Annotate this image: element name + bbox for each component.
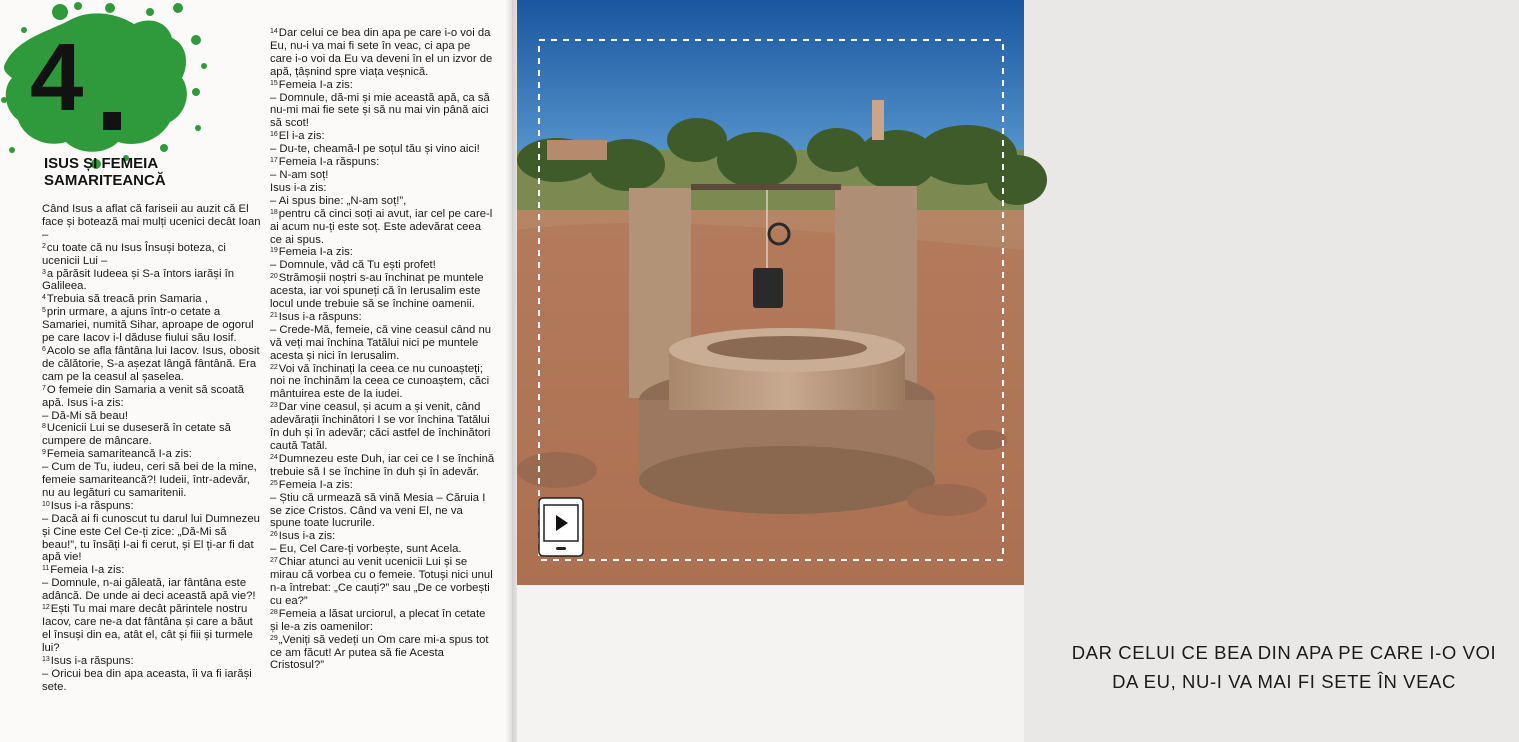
verse: [270, 79, 495, 92]
verse-number: 2: [42, 242, 46, 250]
verse-number: 22: [270, 363, 278, 371]
verse-text: Isus i-a răspuns:: [50, 654, 134, 667]
verse-number: 26: [270, 531, 278, 539]
verse-text: Voi vă închinați la ceea ce nu cunoașteți; noi ne închinăm la ceea ce cunoaștem, căci mântuirea este de la iudei.: [270, 362, 490, 401]
chapter-number: 4: [30, 24, 84, 131]
verse-text: Isus i-a răspuns:: [50, 499, 134, 512]
verse: [270, 492, 495, 531]
verse-number: 19: [270, 247, 278, 255]
verse-text: O femeie din Samaria a venit să scoată apă. Isus i-a zis:: [42, 383, 245, 409]
verse: [270, 453, 495, 479]
verse-number: 17: [270, 157, 278, 165]
right-page: [517, 0, 1497, 742]
verse: [270, 92, 495, 131]
verse-number: 6: [42, 345, 46, 353]
verse: [270, 169, 495, 182]
verse-text: – Cum de Tu, iudeu, ceri să bei de la mine, femeie samariteancă?! Iudeii, într-adevăr, nu au legături cu samaritenii.: [42, 461, 257, 499]
verse: [270, 530, 495, 543]
play-icon[interactable]: [538, 497, 584, 557]
verse-text: Trebuia să treacă prin Samaria ,: [46, 293, 208, 306]
verse-number: 24: [270, 453, 278, 461]
verse: [270, 401, 495, 453]
pull-quote-line1: DAR CELUI CE BEA DIN APA PE CARE I-O VOI: [1071, 642, 1497, 663]
verse: [42, 410, 262, 423]
verse-text: Isus i-a zis:: [278, 530, 336, 543]
verse-text: – Domnule, văd că Tu ești profet!: [270, 259, 436, 272]
verse-number: 8: [42, 423, 46, 431]
chapter-title: [44, 155, 234, 189]
verse-text: cu toate că nu Isus Însuși boteza, ci ucenicii Lui –: [42, 241, 226, 267]
verse-text: – Dă-Mi să beau!: [42, 409, 129, 422]
verse: [270, 143, 495, 156]
verse-text: Femeia I-a zis:: [278, 246, 353, 259]
verse: [42, 422, 262, 448]
verse-text: Acolo se afla fântâna lui Iacov. Isus, obosit de călătorie, S-a așezat lângă fântână. Era cam pe la ceasul al șaselea.: [42, 344, 260, 383]
verse: [270, 27, 495, 79]
verse: [270, 324, 495, 363]
verse-text: Femeia I-a zis:: [278, 478, 353, 491]
verse-text: pentru că cinci soți ai avut, iar cel pe care-l ai acum nu-ți este soț. Este adevărat ceea ce ai spus.: [270, 207, 493, 246]
text-column-1: [42, 203, 262, 693]
verse-number: 3: [42, 268, 46, 276]
verse-text: Strămoșii noștri s-au închinat pe muntele acesta, iar voi spuneți că în Ierusalim este locul unde trebuie să se închine oamenii.: [270, 272, 484, 311]
verse: [270, 543, 495, 556]
verse-text: – Du-te, cheamă-l pe soțul tău și vino aici!: [270, 143, 480, 156]
verse-text: – Dacă ai fi cunoscut tu darul lui Dumnezeu și Cine este Cel Ce-ți zice: „Dă-Mi să beau!”, tu însăți I-ai fi cerut, și El ți-ar fi dat apă vie!: [42, 512, 260, 564]
verse-text: – Eu, Cel Care-ți vorbește, sunt Acela.: [270, 543, 462, 556]
verse-text: – Domnule, n-ai găleată, iar fântâna este adâncă. De unde ai deci această apă vie?!: [42, 577, 256, 603]
verse-number: 18: [270, 208, 278, 216]
verse-text: Isus i-a zis:: [270, 181, 327, 194]
verse: [270, 556, 495, 608]
verse-text: Ești Tu mai mare decât părintele nostru Iacov, care ne-a dat fântâna și care a băut el însuși din ea, atât el, cât și fiii și turmele lui?: [42, 603, 253, 654]
verse-text: Isus i-a răspuns:: [278, 310, 362, 323]
verse: [270, 311, 495, 324]
chapter-title-line2: SAMARITEANCĂ: [44, 172, 166, 189]
chapter-title-line1: ISUS ȘI FEMEIA: [44, 155, 159, 172]
verse: [42, 655, 262, 668]
verse: [42, 513, 262, 565]
verse-text: „Veniți să vedeți un Om care mi-a spus tot ce am făcut! Ar putea să fie Acesta Cristosul?”: [270, 633, 489, 672]
verse: [270, 259, 495, 272]
verse-number: 4: [42, 294, 46, 302]
verse: [270, 182, 495, 195]
verse: [42, 306, 262, 345]
verse: [42, 268, 262, 294]
verse: [42, 500, 262, 513]
verse-text: El i-a zis:: [278, 130, 325, 143]
verse-text: Dar celui ce bea din apa pe care i-o voi da Eu, nu-i va mai fi sete în veac, ci apa pe care i-o voi da Eu va deveni în el un izvor de apă, țâșnind spre viața veșnică.: [270, 27, 493, 78]
verse-number: 14: [270, 28, 278, 35]
verse-number: 13: [42, 655, 50, 663]
verse: [270, 634, 495, 673]
verse: [270, 479, 495, 492]
verse: [42, 448, 262, 461]
verse-number: 5: [42, 307, 46, 315]
verse: [270, 130, 495, 143]
verse-text: Dar vine ceasul, și acum a și venit, când adevărații închinători I se vor închina Tatălui în duh și în adevăr; căci astfel de închinători caută Tatăl.: [270, 401, 491, 452]
verse-text: – Domnule, dă-mi și mie această apă, ca să nu-mi mai fie sete și să nu mai vin până aici să scot!: [270, 91, 490, 130]
verse-text: a părăsit Iudeea și S-a întors iarăși în Galileea.: [42, 267, 235, 293]
verse-number: 9: [42, 449, 46, 457]
verse-number: 16: [270, 131, 278, 139]
verse-text: – Crede-Mă, femeie, că vine ceasul când nu vă veți mai închina Tatălui nici pe muntele acesta și nici în Ierusalim.: [270, 323, 492, 362]
verse-text: Dumnezeu este Duh, iar cei ce I se închină trebuie să I se închine în duh și în adevăr.: [270, 452, 495, 478]
verse-number: 28: [270, 608, 278, 616]
verse: [42, 577, 262, 603]
verse-text: Femeia I-a răspuns:: [278, 156, 380, 169]
verse-text: – Oricui bea din apa aceasta, îi va fi iarăși sete.: [42, 667, 252, 693]
verse: [42, 345, 262, 384]
verse: [270, 246, 495, 259]
verse-text: Femeia a lăsat urciorul, a plecat în cetate și le-a zis oamenilor:: [270, 607, 486, 633]
verse: [42, 564, 262, 577]
verse-text: Femeia I-a zis:: [278, 78, 353, 91]
verse: [42, 293, 262, 306]
verse: [270, 208, 495, 247]
verse: [42, 242, 262, 268]
verse: [42, 461, 262, 500]
pull-quote: [1049, 638, 1519, 696]
pull-quote-line2: DA EU, NU-I VA MAI FI SETE ÎN VEAC: [1112, 671, 1456, 692]
verse-number: 15: [270, 79, 278, 87]
left-page: [0, 0, 512, 742]
verse: [42, 384, 262, 410]
well-photo: [517, 0, 1024, 585]
verse: [270, 195, 495, 208]
verse-text: Când Isus a aflat că fariseii au auzit că El face și botează mai mulți ucenici decât Ioan –: [42, 203, 261, 241]
verse-number: 7: [42, 384, 46, 392]
verse-text: Femeia I-a zis:: [50, 564, 125, 577]
verse-number: 20: [270, 273, 278, 281]
verse-text: Femeia samariteancă I-a zis:: [46, 448, 192, 461]
verse-number: 12: [42, 604, 50, 612]
verse: [270, 272, 495, 311]
verse-number: 10: [42, 500, 50, 508]
verse-text: – N-am soț!: [270, 168, 329, 181]
verse: [42, 668, 262, 694]
verse: [270, 363, 495, 402]
verse-number: 27: [270, 557, 278, 565]
verse-text: Chiar atunci au venit ucenicii Lui și se mirau că vorbea cu o femeie. Totuși nici unul n-a întrebat: „Ce cauți?” sau „De ce vorbești cu ea?”: [270, 556, 493, 607]
verse: [42, 203, 262, 242]
verse-number: 25: [270, 479, 278, 487]
verse-number: 23: [270, 402, 278, 410]
verse-number: 29: [270, 634, 278, 642]
verse-text: Ucenicii Lui se duseseră în cetate să cumpere de mâncare.: [42, 422, 231, 448]
verse-text: prin urmare, a ajuns într-o cetate a Samariei, numită Sihar, aproape de ogorul pe care Iacov i-l dăduse fiului său Iosif.: [42, 306, 254, 345]
verse-text: – Știu că urmează să vină Mesia – Căruia I se zice Cristos. Când va veni El, ne va spune toate lucrurile.: [270, 491, 486, 530]
text-column-2: [270, 27, 495, 672]
chapter-dot: [103, 112, 121, 130]
verse-text: – Ai spus bine: „N-am soț!”,: [270, 194, 407, 207]
verse: [270, 156, 495, 169]
verse-number: 21: [270, 311, 278, 319]
verse-number: 11: [42, 565, 50, 573]
verse: [270, 608, 495, 634]
verse: [42, 603, 262, 655]
